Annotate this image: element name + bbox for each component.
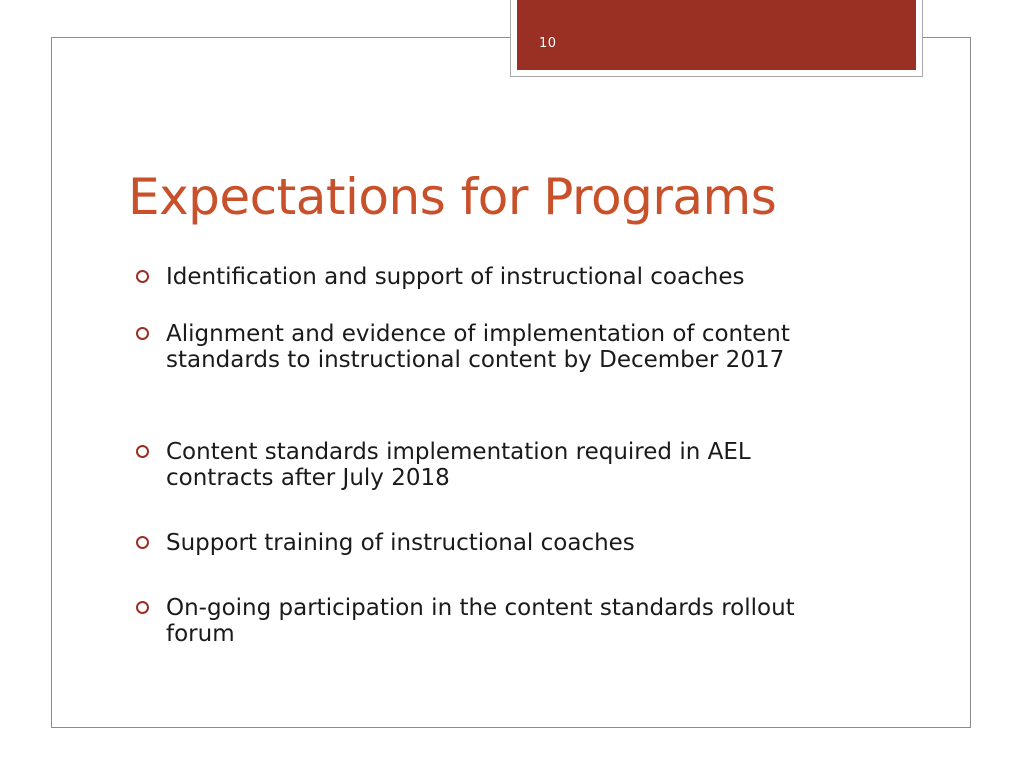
ring-bullet-icon: [136, 445, 149, 458]
slide-number-tab: [510, 0, 923, 77]
bullet-text: On-going participation in the content standards rollout forum: [166, 595, 795, 647]
slide-number: 10: [539, 36, 557, 51]
ring-bullet-icon: [136, 536, 149, 549]
ring-bullet-icon: [136, 601, 149, 614]
bullet-text: Alignment and evidence of implementation of content standards to instructional content by December 2017: [166, 321, 790, 373]
bullet-text: Support training of instructional coaches: [166, 530, 635, 556]
bullet-text: Identification and support of instructional coaches: [166, 264, 745, 290]
ring-bullet-icon: [136, 327, 149, 340]
ring-bullet-icon: [136, 270, 149, 283]
bullet-text: Content standards implementation required in AEL contracts after July 2018: [166, 439, 751, 491]
slide-number-banner: [517, 0, 916, 70]
slide-title: Expectations for Programs: [128, 168, 777, 226]
